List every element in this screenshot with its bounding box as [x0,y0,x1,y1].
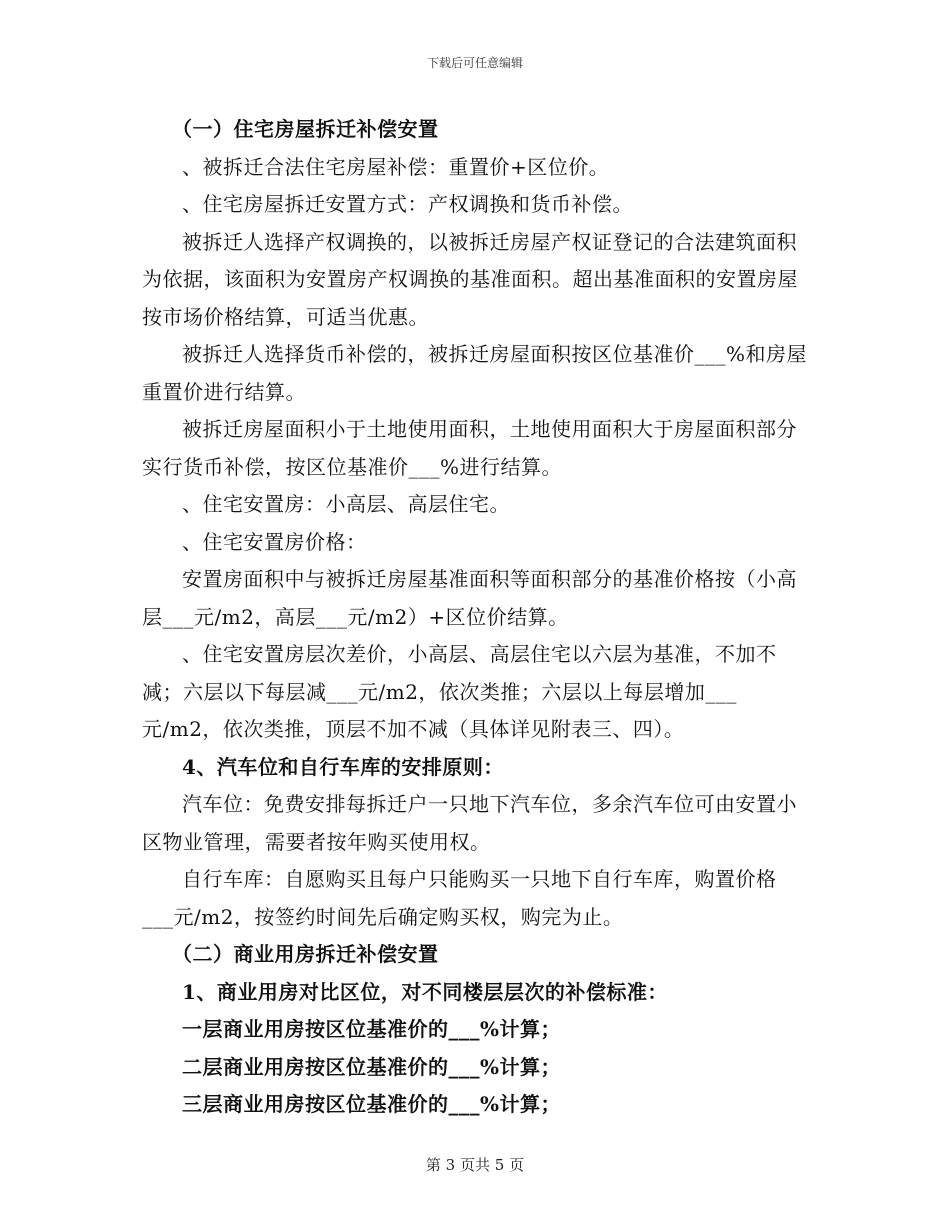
paragraph: 、住宅房屋拆迁安置方式：产权调换和货币补偿。 [182,192,633,216]
paragraph: 自行车库：自愿购买且每户只能购买一只地下自行车库，购置价格___元/m2，按签约时间先后确定购买权，购完为止。 [142,867,777,929]
paragraph: 被拆迁人选择货币补偿的，被拆迁房屋面积按区位基准价___%和房屋重置价进行结算。 [142,342,808,404]
document-body [142,111,807,1124]
page-footer: 第 3 页共 5 页 [425,1156,525,1174]
paragraph: 、住宅安置房层次差价，小高层、高层住宅以六层为基准，不加不减；六层以下每层减___元/m2，依次类推；六层以上每层增加___元/m2，依次类推，顶层不加不减（具体详见附表三、四）。 [142,642,777,741]
paragraph: 、被拆迁合法住宅房屋补偿：重置价+区位价。 [182,154,610,179]
section-heading-commercial: （二）商业用房拆迁补偿安置 [172,942,439,966]
paragraph: 、住宅安置房价格： [182,529,367,554]
section-heading-residential: （一）住宅房屋拆迁补偿安置 [172,117,439,141]
floor-rate-1: 一层商业用房按区位基准价的___%计算； [182,1017,562,1041]
paragraph: 汽车位：免费安排每拆迁户一只地下汽车位，多余汽车位可由安置小区物业管理，需要者按年购买使用权。 [142,792,797,854]
paragraph: 被拆迁房屋面积小于土地使用面积，土地使用面积大于房屋面积部分实行货币补偿，按区位基准价___%进行结算。 [142,417,797,479]
subheading-parking: 4、汽车位和自行车库的安排原则： [182,754,504,779]
page-header: 下载后可任意编辑 [426,56,523,70]
floor-rate-3: 三层商业用房按区位基准价的___%计算； [182,1092,562,1116]
paragraph: 、住宅安置房：小高层、高层住宅。 [182,492,510,516]
subheading-floor-standard: 1、商业用房对比区位，对不同楼层层次的补偿标准： [182,979,668,1004]
paragraph: 安置房面积中与被拆迁房屋基准面积等面积部分的基准价格按（小高层___元/m2，高层___元/m2）+区位价结算。 [142,567,797,629]
floor-rate-2: 二层商业用房按区位基准价的___%计算； [182,1054,562,1079]
paragraph: 被拆迁人选择产权调换的，以被拆迁房屋产权证登记的合法建筑面积为依据，该面积为安置房产权调换的基准面积。超出基准面积的安置房屋按市场价格结算，可适当优惠。 [142,229,798,329]
